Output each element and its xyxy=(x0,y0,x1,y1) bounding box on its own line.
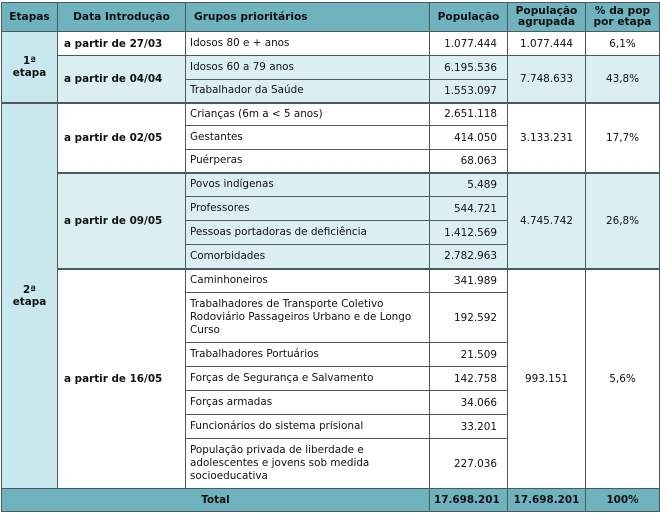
header-row xyxy=(2,3,660,32)
block-date: a partir de 27/03 xyxy=(58,32,186,56)
total-agrupada: 17.698.201 xyxy=(508,489,586,512)
block-pct: 17,7% xyxy=(586,103,660,173)
group-population: 341.989 xyxy=(430,269,508,293)
group-name: Forças armadas xyxy=(186,391,430,415)
group-population: 192.592 xyxy=(430,293,508,343)
group-population: 6.195.536 xyxy=(430,56,508,80)
header-etapas: Etapas xyxy=(2,3,58,32)
total-population: 17.698.201 xyxy=(430,489,508,512)
group-population: 544.721 xyxy=(430,197,508,221)
header-populacao: População xyxy=(430,3,508,32)
group-population: 2.651.118 xyxy=(430,103,508,126)
block-pct: 26,8% xyxy=(586,173,660,269)
group-population: 33.201 xyxy=(430,415,508,439)
block-agrupada: 3.133.231 xyxy=(508,103,586,173)
priority-groups-table xyxy=(1,2,660,512)
group-name: Comorbidades xyxy=(186,245,430,269)
group-population: 5.489 xyxy=(430,173,508,197)
stage-1-word: etapa xyxy=(12,66,47,79)
header-pct: % da pop por etapa xyxy=(586,3,660,32)
total-label: Total xyxy=(2,489,430,512)
block-pct: 6,1% xyxy=(586,32,660,56)
block-date: a partir de 16/05 xyxy=(58,269,186,489)
group-population: 1.412.569 xyxy=(430,221,508,245)
header-agrupada: População agrupada xyxy=(508,3,586,32)
group-population: 142.758 xyxy=(430,367,508,391)
group-name: Trabalhador da Saúde xyxy=(186,80,430,103)
group-name: População privada de liberdade e adolescentes e jovens sob medida socioeducativa xyxy=(186,439,430,489)
block-pct: 43,8% xyxy=(586,56,660,103)
group-name: Pessoas portadoras de deficiência xyxy=(186,221,430,245)
group-population: 34.066 xyxy=(430,391,508,415)
stage-2-number: 2ª xyxy=(22,283,37,296)
group-name: Puérperas xyxy=(186,150,430,173)
block-date: a partir de 04/04 xyxy=(58,56,186,103)
group-name: Trabalhadores de Transporte Coletivo Rodoviário Passageiros Urbano e de Longo Curso xyxy=(186,293,430,343)
block-agrupada: 993.151 xyxy=(508,269,586,489)
table-row xyxy=(2,32,660,56)
group-name: Caminhoneiros xyxy=(186,269,430,293)
total-pct: 100% xyxy=(586,489,660,512)
group-name: Trabalhadores Portuários xyxy=(186,343,430,367)
table-row xyxy=(2,173,660,197)
block-date: a partir de 02/05 xyxy=(58,103,186,173)
group-population: 68.063 xyxy=(430,150,508,173)
group-population: 414.050 xyxy=(430,126,508,150)
stage-2-word: etapa xyxy=(12,295,47,308)
stage-1-cell xyxy=(2,32,58,103)
group-name: Funcionários do sistema prisional xyxy=(186,415,430,439)
group-name: Idosos 80 e + anos xyxy=(186,32,430,56)
group-population: 2.782.963 xyxy=(430,245,508,269)
block-date: a partir de 09/05 xyxy=(58,173,186,269)
group-name: Idosos 60 a 79 anos xyxy=(186,56,430,80)
group-name: Gestantes xyxy=(186,126,430,150)
block-agrupada: 1.077.444 xyxy=(508,32,586,56)
block-pct: 5,6% xyxy=(586,269,660,489)
group-population: 21.509 xyxy=(430,343,508,367)
stage-1-number: 1ª xyxy=(22,54,37,67)
block-agrupada: 7.748.633 xyxy=(508,56,586,103)
group-population: 227.036 xyxy=(430,439,508,489)
group-name: Povos indígenas xyxy=(186,173,430,197)
header-grupos: Grupos prioritários xyxy=(186,3,430,32)
table-row xyxy=(2,56,660,80)
total-row xyxy=(2,489,660,512)
group-name: Professores xyxy=(186,197,430,221)
block-agrupada: 4.745.742 xyxy=(508,173,586,269)
stage-2-cell xyxy=(2,103,58,489)
group-name: Crianças (6m a < 5 anos) xyxy=(186,103,430,126)
table-row xyxy=(2,269,660,293)
group-name: Forças de Segurança e Salvamento xyxy=(186,367,430,391)
header-data: Data Introdução xyxy=(58,3,186,32)
group-population: 1.553.097 xyxy=(430,80,508,103)
group-population: 1.077.444 xyxy=(430,32,508,56)
table-row xyxy=(2,103,660,126)
